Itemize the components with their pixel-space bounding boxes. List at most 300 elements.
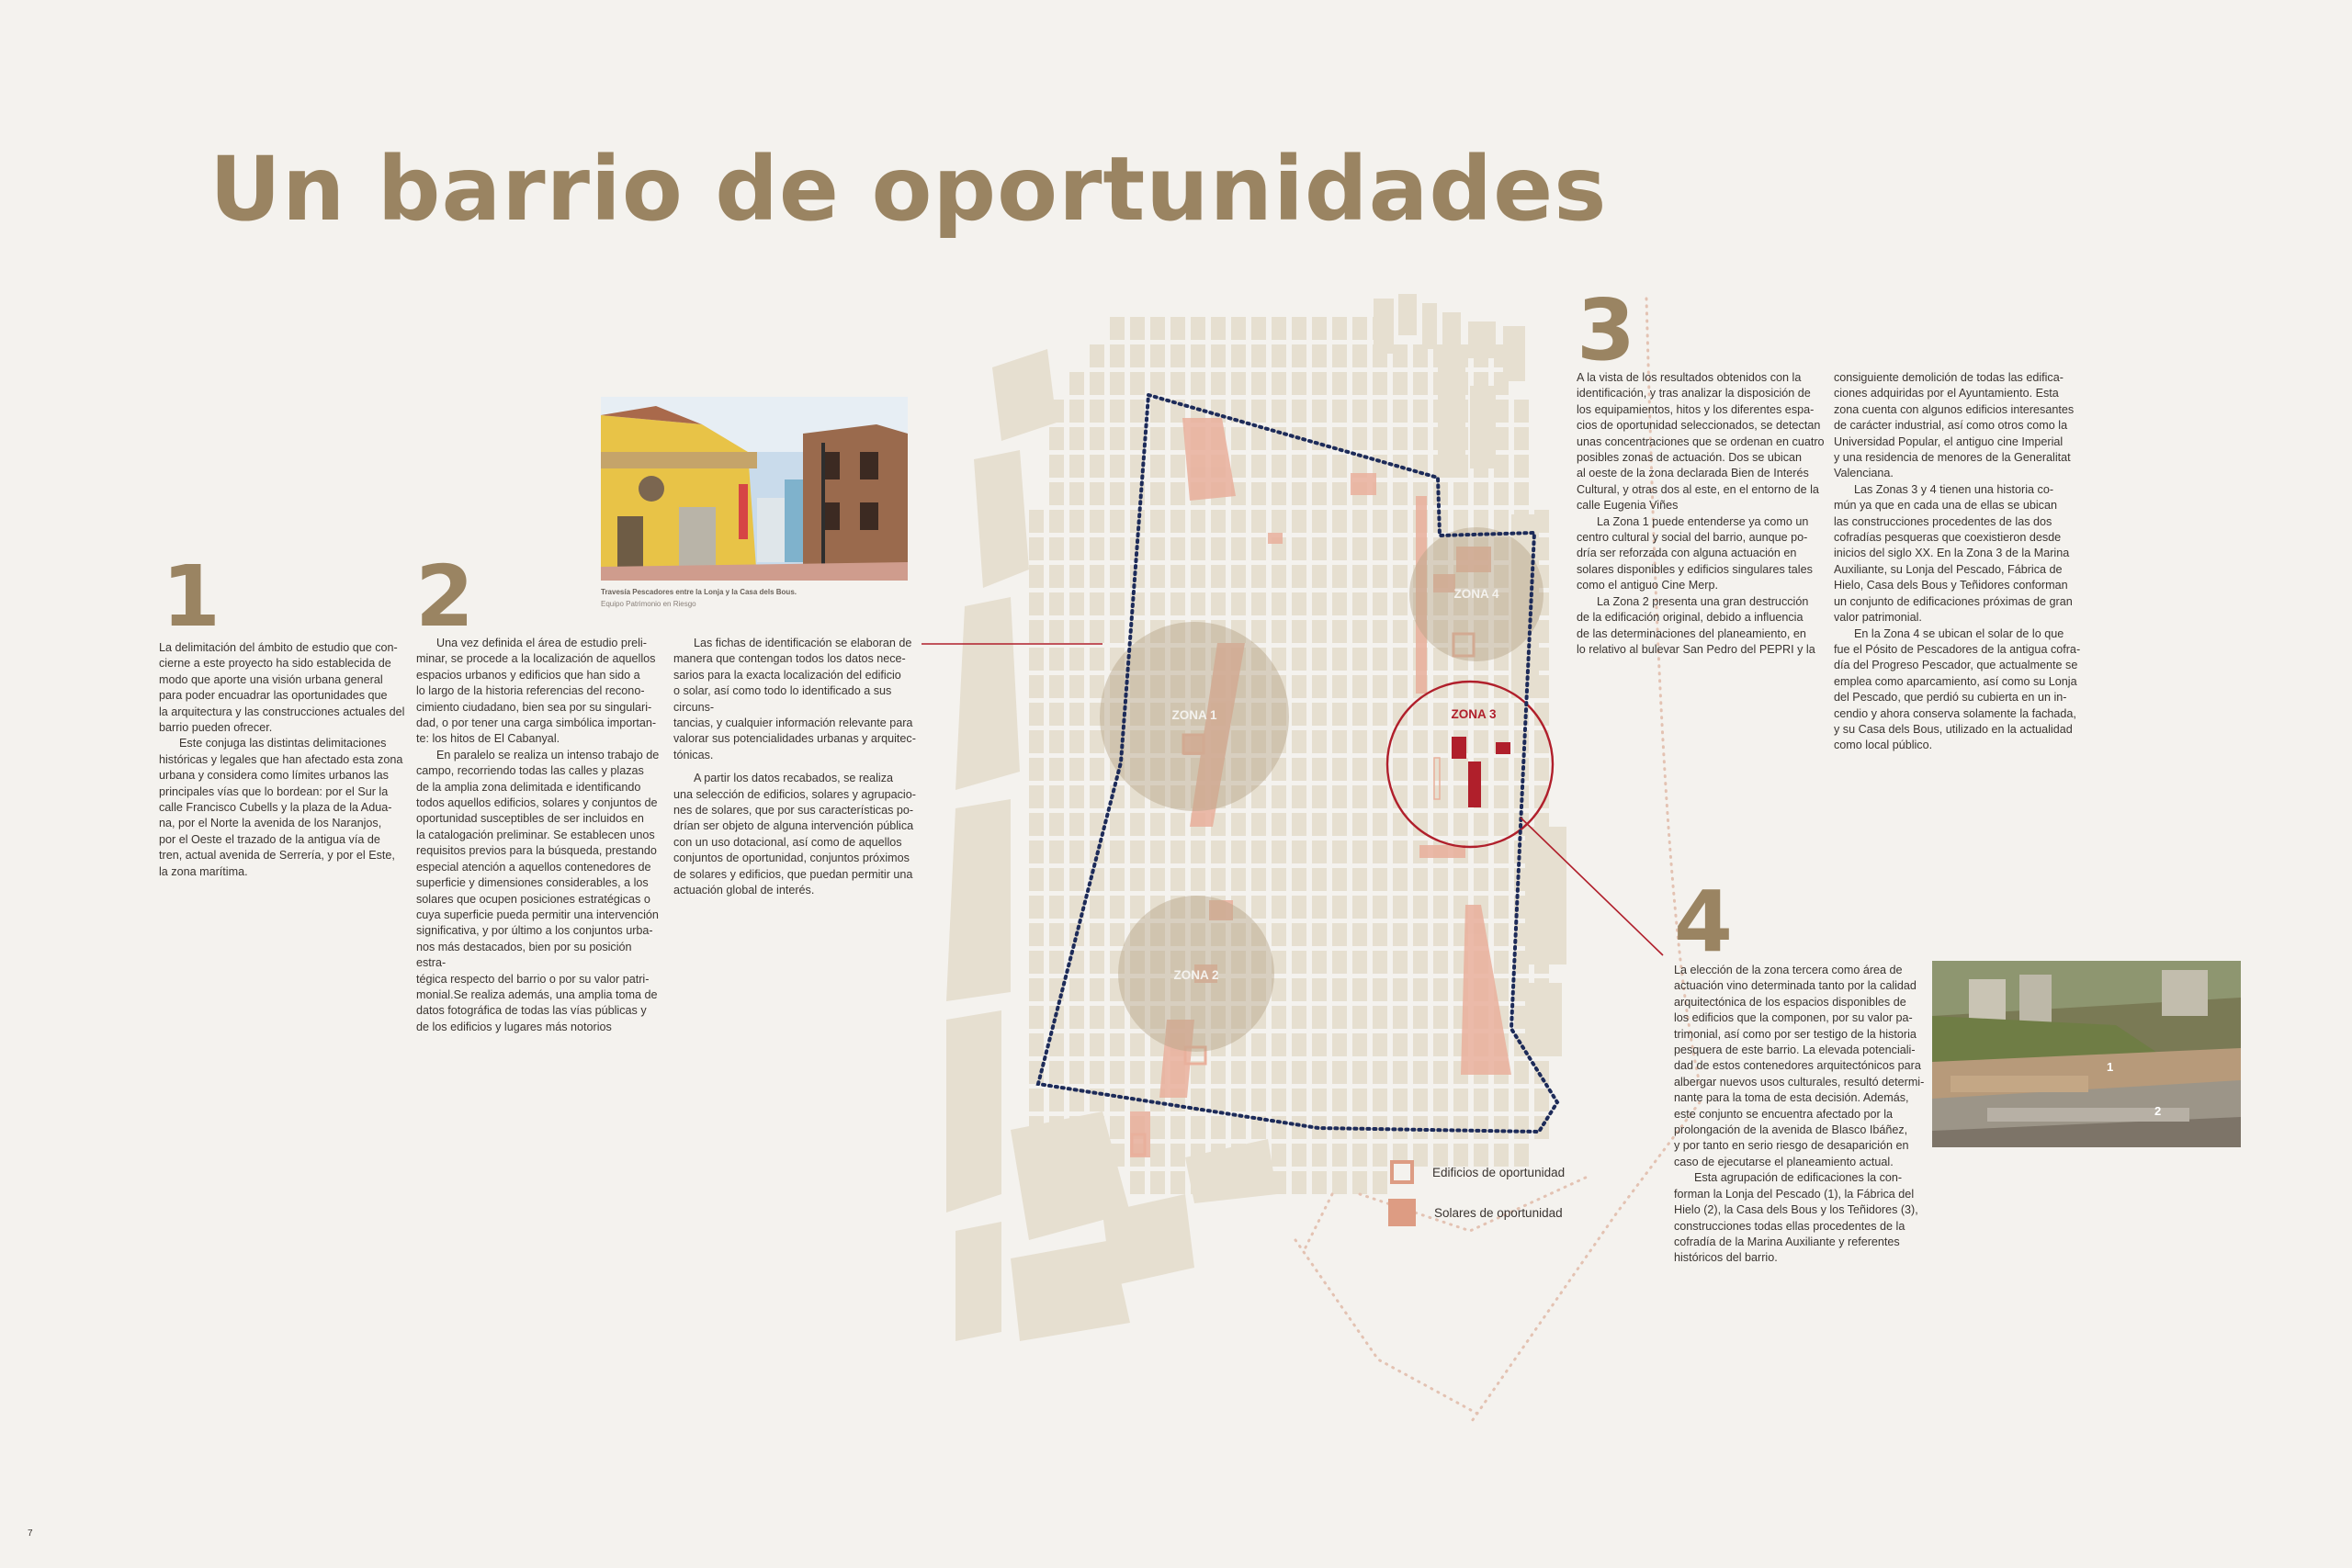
city-block [1352, 1089, 1367, 1111]
city-block [1150, 372, 1165, 395]
city-block [1332, 730, 1347, 753]
city-block [1090, 565, 1104, 588]
city-block [1170, 1116, 1185, 1139]
city-block [1373, 400, 1387, 423]
city-block [1332, 896, 1347, 919]
city-block [1251, 1033, 1266, 1056]
city-block [1292, 868, 1306, 891]
city-block [1049, 703, 1064, 726]
city-block [1352, 951, 1367, 974]
city-block [1332, 1033, 1347, 1056]
section-3-text-b [1834, 370, 2086, 754]
city-block [1029, 978, 1044, 1001]
city-block [1231, 510, 1246, 533]
city-block [1090, 923, 1104, 946]
city-block [1150, 1171, 1165, 1194]
city-block [1110, 400, 1125, 423]
city-block [1231, 455, 1246, 478]
city-block [1090, 400, 1104, 423]
city-block [1373, 951, 1387, 974]
city-block [1292, 592, 1306, 615]
city-block [1110, 510, 1125, 533]
city-block [1393, 537, 1408, 560]
city-block [1211, 317, 1226, 340]
city-block [1312, 813, 1327, 836]
city-block [1352, 703, 1367, 726]
city-block [1029, 951, 1044, 974]
city-block [1494, 813, 1509, 836]
city-block [1211, 840, 1226, 863]
city-block [1413, 1006, 1428, 1029]
city-block [1433, 482, 1448, 505]
city-block [1373, 1033, 1387, 1056]
city-block [1272, 1033, 1286, 1056]
city-block [1332, 510, 1347, 533]
city-block [1272, 510, 1286, 533]
city-block [1029, 1006, 1044, 1029]
paragraph: La elección de la zona tercera como área de actuación vino determinada tanto por la calidad arquitectónica de los espacios disponibles de los edificios que la componen, por su valor pa- trimonial, así como por ser testigo de la historia pesquera de este barrio. La elevada potenciali- dad de estos contenedores arquitectónicos para albergar nuevos usos culturales, resultó determi- nante para la toma de esta decisión. Además, este conjunto se encuentra afectado por la prolongación de la avenida de Blasco Ibáñez, y por tanto en serio riesgo de desaparición en caso de ejecutarse el planeamiento actual. [1674, 964, 1925, 1168]
city-block [1433, 813, 1448, 836]
city-block [1332, 592, 1347, 615]
city-block [1049, 510, 1064, 533]
city-block [1332, 455, 1347, 478]
city-block [1110, 813, 1125, 836]
city-block [1272, 592, 1286, 615]
city-block [1433, 1089, 1448, 1111]
city-block [1292, 648, 1306, 671]
city-block [1312, 951, 1327, 974]
city-block [1090, 951, 1104, 974]
city-block [1272, 785, 1286, 808]
city-block [1170, 1171, 1185, 1194]
city-block [1130, 896, 1145, 919]
city-block [1433, 896, 1448, 919]
city-block [1292, 565, 1306, 588]
city-block [1312, 703, 1327, 726]
city-block [1413, 813, 1428, 836]
city-block [1049, 455, 1064, 478]
city-block [1292, 537, 1306, 560]
city-block [1352, 344, 1367, 367]
city-block [1110, 427, 1125, 450]
city-block [1433, 951, 1448, 974]
city-block [1029, 813, 1044, 836]
city-block [1393, 400, 1408, 423]
city-block [1413, 427, 1428, 450]
city-block [1150, 813, 1165, 836]
city-block [1029, 703, 1044, 726]
city-block [1352, 1033, 1367, 1056]
city-block [1251, 344, 1266, 367]
city-block [1251, 1061, 1266, 1084]
city-block [1514, 1116, 1529, 1139]
city-block [1332, 400, 1347, 423]
city-block [1049, 813, 1064, 836]
city-block [1110, 455, 1125, 478]
city-block [1413, 703, 1428, 726]
city-block [1292, 1033, 1306, 1056]
city-block [1130, 344, 1145, 367]
city-block [1211, 537, 1226, 560]
city-block [1413, 730, 1428, 753]
city-block [1029, 840, 1044, 863]
city-block [1090, 675, 1104, 698]
city-block [1494, 400, 1509, 423]
city-block [1211, 565, 1226, 588]
city-block [1170, 813, 1185, 836]
city-block [1332, 758, 1347, 781]
city-block [1191, 344, 1205, 367]
city-block [1292, 896, 1306, 919]
city-block [1251, 813, 1266, 836]
city-block [1332, 951, 1347, 974]
city-block [1352, 923, 1367, 946]
city-block [1150, 868, 1165, 891]
city-block [1110, 482, 1125, 505]
city-block [1150, 317, 1165, 340]
city-block [1514, 1061, 1529, 1084]
city-block [1272, 344, 1286, 367]
city-block [1292, 1006, 1306, 1029]
city-block [1170, 455, 1185, 478]
city-block [1090, 344, 1104, 367]
city-block [1272, 455, 1286, 478]
city-block [1090, 537, 1104, 560]
city-block [1292, 455, 1306, 478]
city-block [1393, 1006, 1408, 1029]
city-block [1373, 427, 1387, 450]
city-block [1090, 648, 1104, 671]
paragraph: A la vista de los resultados obtenidos con la identificación, y tras analizar la disposición de los equipamientos, hitos y los diferentes espa- cios de oportunidad seleccionados, se detectan unas concentraciones que se ordenan en cuatro posibles zonas de actuación. Dos se ubican al oeste de la zona declarada Bien de Interés Cultural, y otras dos al este, en el entorno de la calle Eugenia Viñes [1577, 371, 1825, 513]
aerial-label-2: 2 [2154, 1104, 2162, 1118]
city-block [1373, 537, 1387, 560]
city-block [1029, 565, 1044, 588]
city-block [1494, 951, 1509, 974]
city-block [1251, 372, 1266, 395]
city-block [1090, 758, 1104, 781]
city-block [1453, 482, 1468, 505]
city-block [1251, 455, 1266, 478]
city-block [1069, 785, 1084, 808]
city-block [1049, 840, 1064, 863]
city-block [1373, 620, 1387, 643]
city-block [1272, 868, 1286, 891]
city-block [1090, 896, 1104, 919]
city-block [1373, 923, 1387, 946]
city-block [1312, 923, 1327, 946]
city-block [1433, 1116, 1448, 1139]
city-block [1292, 510, 1306, 533]
city-block [1292, 1144, 1306, 1167]
city-block [1373, 840, 1387, 863]
city-block [1090, 592, 1104, 615]
city-block [1231, 813, 1246, 836]
city-block [1292, 813, 1306, 836]
city-block [1069, 455, 1084, 478]
city-block [1110, 592, 1125, 615]
city-block [1373, 703, 1387, 726]
city-block [1312, 730, 1327, 753]
city-block [1170, 372, 1185, 395]
filled-swatch-icon [1388, 1199, 1416, 1226]
city-block [1312, 1006, 1327, 1029]
city-block [1272, 317, 1286, 340]
city-block [1352, 1171, 1367, 1194]
city-block [1332, 1171, 1347, 1194]
city-block [1312, 427, 1327, 450]
city-block [1130, 868, 1145, 891]
city-block [1110, 317, 1125, 340]
city-block [1272, 1061, 1286, 1084]
paragraph: La Zona 1 puede entenderse ya como un centro cultural y social del barrio, aunque po- dría ser reforzada con alguna actuación en solares disponibles y edificios singulares tales como el antiguo Cine Merp. [1577, 514, 1813, 592]
city-block [1110, 344, 1125, 367]
city-block [1272, 565, 1286, 588]
city-block [1170, 840, 1185, 863]
city-block [1494, 896, 1509, 919]
city-block [1251, 510, 1266, 533]
city-block [1494, 758, 1509, 781]
city-block [1352, 510, 1367, 533]
city-block [1150, 840, 1165, 863]
city-block [1373, 1061, 1387, 1084]
city-block [1231, 1089, 1246, 1111]
city-block [1251, 592, 1266, 615]
city-block [1231, 592, 1246, 615]
city-block [1049, 785, 1064, 808]
city-block [1110, 1116, 1125, 1139]
city-block [1170, 317, 1185, 340]
city-block [1373, 896, 1387, 919]
city-block [1251, 427, 1266, 450]
section-4-text [1674, 963, 1927, 1267]
zone-1-label: ZONA 1 [1171, 708, 1217, 722]
city-block [1110, 620, 1125, 643]
city-block [1393, 510, 1408, 533]
city-block [1191, 840, 1205, 863]
zone-3-label: ZONA 3 [1451, 707, 1497, 721]
city-block [1231, 1061, 1246, 1084]
city-block [1130, 840, 1145, 863]
city-block [1069, 703, 1084, 726]
city-block [1413, 1033, 1428, 1056]
city-block [1090, 482, 1104, 505]
city-block [1352, 896, 1367, 919]
city-block [1312, 648, 1327, 671]
city-block [1373, 868, 1387, 891]
city-block [1393, 1089, 1408, 1111]
legend-label: Solares de oportunidad [1434, 1205, 1563, 1220]
city-block [1373, 372, 1387, 395]
city-block [1494, 455, 1509, 478]
city-block [1191, 868, 1205, 891]
city-block [1393, 344, 1408, 367]
city-block [1312, 537, 1327, 560]
city-block [1251, 537, 1266, 560]
city-block [1393, 840, 1408, 863]
city-block [1373, 1144, 1387, 1167]
city-block [1453, 813, 1468, 836]
city-block [1272, 1006, 1286, 1029]
city-block [1433, 868, 1448, 891]
city-block [1251, 565, 1266, 588]
section-2-text-b [673, 636, 922, 899]
city-block [1393, 730, 1408, 753]
city-block [1373, 592, 1387, 615]
city-block [1413, 923, 1428, 946]
city-block [1352, 317, 1367, 340]
paragraph: consiguiente demolición de todas las edifica- ciones adquiridas por el Ayuntamiento. Esta zona cuenta con algunos edificios interesantes de carácter industrial, así como otros como la Universidad Popular, el antiguo cine Imperial y una residencia de menores de la Generalitat Valenciana. [1834, 371, 2075, 480]
city-block [1494, 427, 1509, 450]
city-block [1453, 758, 1468, 781]
city-block [1110, 1033, 1125, 1056]
city-block [1352, 400, 1367, 423]
city-block [1514, 758, 1529, 781]
paragraph: Este conjuga las distintas delimitaciones históricas y legales que han afectado esta zona urbana y considera como límites urbanos las principales vías que lo bordean: por el Sur la calle Francisco Cubells y la plaza de la Adua- na, por el Norte la avenida de los Naranjos, por el Oeste el trazado de la antigua vía de tren, actual avenida de Serrería, y por el Este, la zona marítima. [159, 737, 403, 878]
city-block [1130, 372, 1145, 395]
city-block [1332, 648, 1347, 671]
city-block [1130, 813, 1145, 836]
city-block [1292, 840, 1306, 863]
city-block [1332, 1061, 1347, 1084]
photo-credit: Equipo Patrimonio en Riesgo [601, 600, 696, 608]
city-block [1332, 675, 1347, 698]
city-block [1029, 785, 1044, 808]
city-block [1029, 868, 1044, 891]
city-block [1413, 868, 1428, 891]
city-block [1130, 565, 1145, 588]
city-block [1049, 537, 1064, 560]
city-block [1352, 758, 1367, 781]
city-block [1251, 896, 1266, 919]
city-block [1332, 1144, 1347, 1167]
city-block [1049, 1089, 1064, 1111]
city-block [1393, 896, 1408, 919]
city-block [1453, 868, 1468, 891]
city-block [1110, 537, 1125, 560]
city-block [1191, 317, 1205, 340]
city-block [1049, 868, 1064, 891]
city-block [1393, 868, 1408, 891]
city-block [1090, 1006, 1104, 1029]
city-block [1170, 537, 1185, 560]
city-block [1453, 675, 1468, 698]
city-block [1049, 427, 1064, 450]
city-block [1332, 372, 1347, 395]
city-block [1191, 372, 1205, 395]
city-block [1150, 427, 1165, 450]
city-block [1332, 1006, 1347, 1029]
city-block [1413, 758, 1428, 781]
city-block [1029, 675, 1044, 698]
city-block [1352, 648, 1367, 671]
city-block [1292, 1061, 1306, 1084]
city-block [1393, 951, 1408, 974]
city-block [1494, 785, 1509, 808]
city-block [1292, 758, 1306, 781]
legend-plots [1388, 1199, 1563, 1226]
city-block [1534, 1089, 1549, 1111]
paragraph: La delimitación del ámbito de estudio que con- cierne a este proyecto ha sido establecida de modo que aporte una visión urbana general para poder encuadrar las oportunidades que la arquitectura y las construcciones actuales del barrio pueden ofrecer. [159, 641, 405, 735]
city-block [1069, 840, 1084, 863]
city-block [1352, 840, 1367, 863]
paragraph: La Zona 2 presenta una gran destrucción de la edificación original, debido a influencia de las determinaciones del planeamiento, en lo relativo al bulevar San Pedro del PEPRI y la [1577, 594, 1815, 656]
city-block [1453, 1089, 1468, 1111]
city-block [1534, 758, 1549, 781]
city-block [1049, 620, 1064, 643]
city-block [1494, 510, 1509, 533]
city-block [1211, 510, 1226, 533]
city-block [1251, 1089, 1266, 1111]
city-block [1312, 317, 1327, 340]
city-block [1352, 565, 1367, 588]
city-block [1373, 1006, 1387, 1029]
city-block [1110, 372, 1125, 395]
city-block [1352, 813, 1367, 836]
city-block [1433, 1061, 1448, 1084]
city-block [1110, 1061, 1125, 1084]
city-block [1251, 868, 1266, 891]
city-block [1130, 1171, 1145, 1194]
city-block [1312, 400, 1327, 423]
city-block [1049, 896, 1064, 919]
city-block [1150, 592, 1165, 615]
city-block [1049, 1061, 1064, 1084]
city-block [1474, 840, 1488, 863]
city-block [1069, 1006, 1084, 1029]
city-block [1292, 730, 1306, 753]
city-block [1029, 730, 1044, 753]
city-block [1191, 537, 1205, 560]
city-block [1312, 592, 1327, 615]
city-block [1130, 317, 1145, 340]
city-block [1049, 648, 1064, 671]
city-block [1090, 620, 1104, 643]
city-block [1413, 1089, 1428, 1111]
city-block [1352, 372, 1367, 395]
city-block [1352, 537, 1367, 560]
city-block [1029, 537, 1044, 560]
paragraph: En la Zona 4 se ubican el solar de lo que fue el Pósito de Pescadores de la antigua cofra- día del Progreso Pescador, que actualmente se emplea como aparcamiento, así como su Lonja del Pescado, que perdió su cubierta en un in- cendio y ahora conserva solamente la fachada, y su Casa dels Bous, utilizado en la actualidad como local público. [1834, 626, 2081, 752]
city-block [1272, 482, 1286, 505]
city-block [1292, 400, 1306, 423]
city-block [1393, 427, 1408, 450]
city-block [1130, 400, 1145, 423]
city-block [1453, 1116, 1468, 1139]
city-block [1433, 785, 1448, 808]
city-block [1514, 455, 1529, 478]
city-block [1090, 978, 1104, 1001]
city-block [1494, 923, 1509, 946]
city-block [1170, 482, 1185, 505]
city-block [1352, 1144, 1367, 1167]
city-block [1150, 400, 1165, 423]
city-block [1211, 372, 1226, 395]
city-block [1474, 1116, 1488, 1139]
city-block [1292, 1089, 1306, 1111]
city-block [1393, 620, 1408, 643]
city-block [1110, 923, 1125, 946]
city-block [1110, 1006, 1125, 1029]
city-block [1272, 1144, 1286, 1167]
city-block [1292, 372, 1306, 395]
city-block [1312, 482, 1327, 505]
city-block [1352, 978, 1367, 1001]
city-block [1170, 565, 1185, 588]
city-block [1049, 951, 1064, 974]
city-block [1494, 840, 1509, 863]
city-block [1069, 400, 1084, 423]
city-block [1090, 510, 1104, 533]
